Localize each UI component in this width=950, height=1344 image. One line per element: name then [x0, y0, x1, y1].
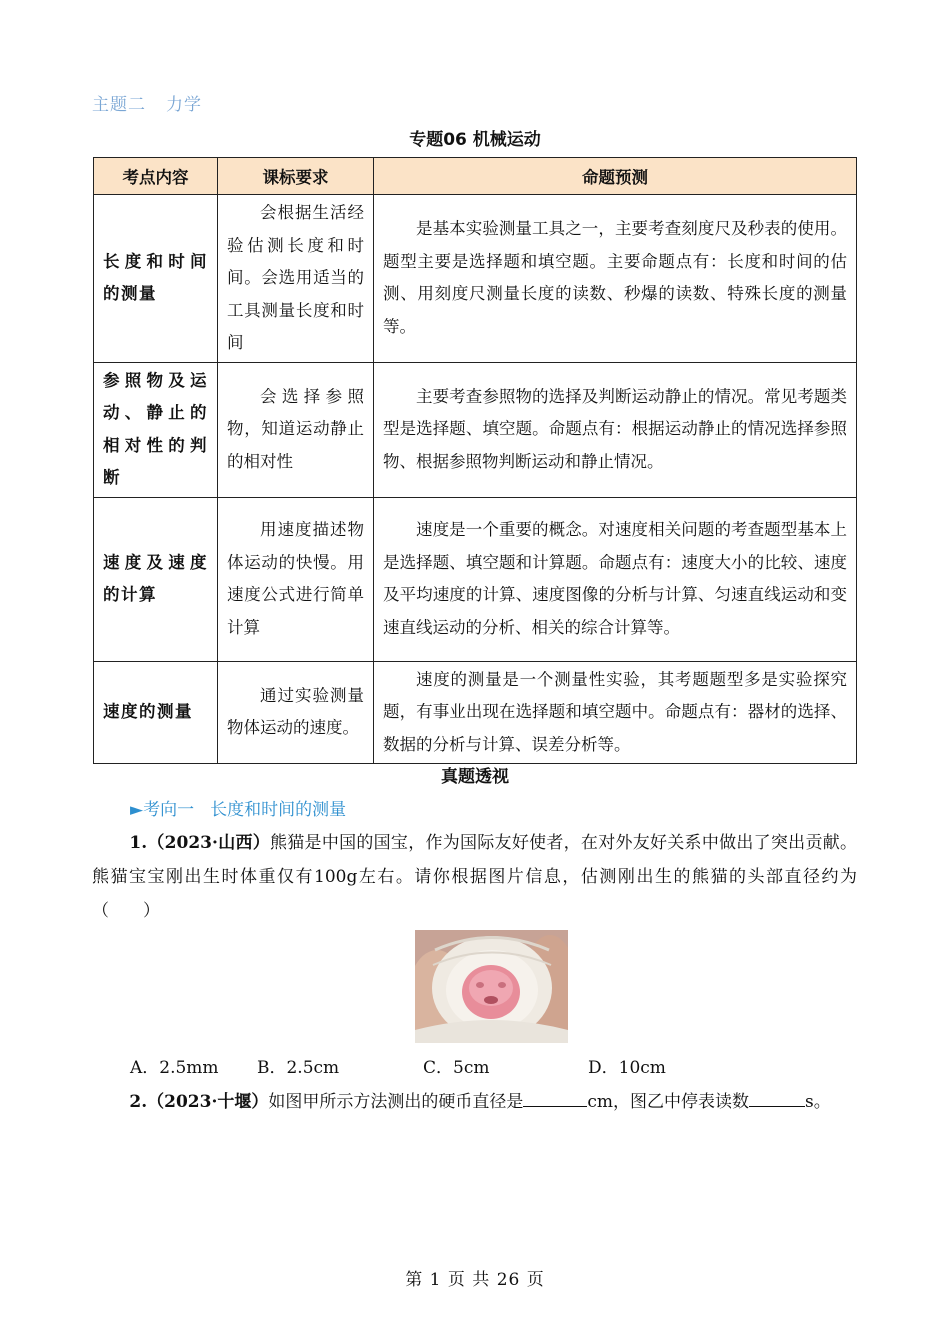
prediction-cell: 速度的测量是一个测量性实验，其考题题型多是实验探究题，有事业出现在选择题和填空题中。命题点有：器材的选择、数据的分析与计算、误差分析等。 [374, 661, 857, 764]
topic-cell: 参照物及运动、静止的相对性的判断 [94, 362, 218, 497]
topic-cell: 长度和时间的测量 [94, 195, 218, 363]
theme-heading [92, 90, 202, 115]
option-a: A．2.5mm [130, 1058, 219, 1078]
question-text-part-2: cm，图乙中停表读数 [587, 1092, 750, 1112]
question-number: 1. [129, 833, 148, 853]
triangle-marker-icon: ► [130, 800, 144, 820]
question-number: 2. [129, 1092, 148, 1112]
direction-heading [130, 795, 346, 820]
header-prediction: 命题预测 [374, 158, 857, 195]
answer-options [130, 1053, 830, 1081]
topic-cell: 速度的测量 [94, 661, 218, 764]
table-row [94, 661, 857, 764]
table-header-row [94, 158, 857, 195]
table-row [94, 362, 857, 497]
header-requirement: 课标要求 [218, 158, 374, 195]
table-row [94, 497, 857, 661]
section-title: 真题透视 [441, 767, 509, 787]
theme-subject: 力学 [166, 95, 202, 115]
prediction-cell: 速度是一个重要的概念。对速度相关问题的考查题型基本上是选择题、填空题和计算题。命题点有：速度大小的比较、速度及平均速度的计算、速度图像的分析与计算、匀速直线运动和变速直线运动的分析、相关的综合计算等。 [374, 497, 857, 661]
question-2 [92, 1085, 857, 1119]
requirement-cell: 用速度描述物体运动的快慢。用速度公式进行简单计算 [218, 497, 374, 661]
answer-blank-diameter[interactable] [523, 1088, 587, 1107]
option-c: C．5cm [423, 1058, 490, 1078]
requirement-cell: 会选择参照物，知道运动静止的相对性 [218, 362, 374, 497]
panda-photo-illustration [415, 930, 568, 1043]
question-text: 熊猫是中国的国宝，作为国际友好使者，在对外友好关系中做出了突出贡献。熊猫宝宝刚出生时体重仅有100g左右。请你根据图片信息，估测刚出生的熊猫的头部直径约为（ ） [92, 833, 858, 921]
table-row [94, 195, 857, 363]
option-d: D．10cm [588, 1058, 666, 1078]
question-source: （2023·十堰） [147, 1092, 269, 1112]
requirement-cell: 通过实验测量物体运动的速度。 [218, 661, 374, 764]
answer-blank-stopwatch[interactable] [749, 1088, 805, 1107]
question-text-part-1: 如图甲所示方法测出的硬币直径是 [268, 1092, 524, 1112]
requirements-table [93, 157, 857, 764]
question-source: （2023·山西） [147, 833, 271, 853]
question-1 [92, 826, 857, 928]
direction-title: 长度和时间的测量 [210, 800, 347, 820]
header-topic: 考点内容 [94, 158, 218, 195]
direction-label: 考向一 [143, 800, 195, 820]
newborn-panda-photo [415, 930, 568, 1043]
prediction-cell: 是基本实验测量工具之一，主要考查刻度尺及秒表的使用。题型主要是选择题和填空题。主要命题点有：长度和时间的估测、用刻度尺测量长度的读数、秒爆的读数、特殊长度的测量等。 [374, 195, 857, 363]
prediction-cell: 主要考查参照物的选择及判断运动静止的情况。常见考题类型是选择题、填空题。命题点有：根据运动静止的情况选择参照物、根据参照物判断运动和静止情况。 [374, 362, 857, 497]
option-b: B．2.5cm [257, 1058, 340, 1078]
theme-label: 主题二 [92, 95, 146, 115]
topic-cell: 速度及速度的计算 [94, 497, 218, 661]
question-text-part-3: s。 [805, 1092, 831, 1112]
page-footer: 第 1 页 共 26 页 [405, 1270, 545, 1290]
document-title: 专题06 机械运动 [409, 130, 541, 150]
requirement-cell: 会根据生活经验估测长度和时间。会选用适当的工具测量长度和时间 [218, 195, 374, 363]
